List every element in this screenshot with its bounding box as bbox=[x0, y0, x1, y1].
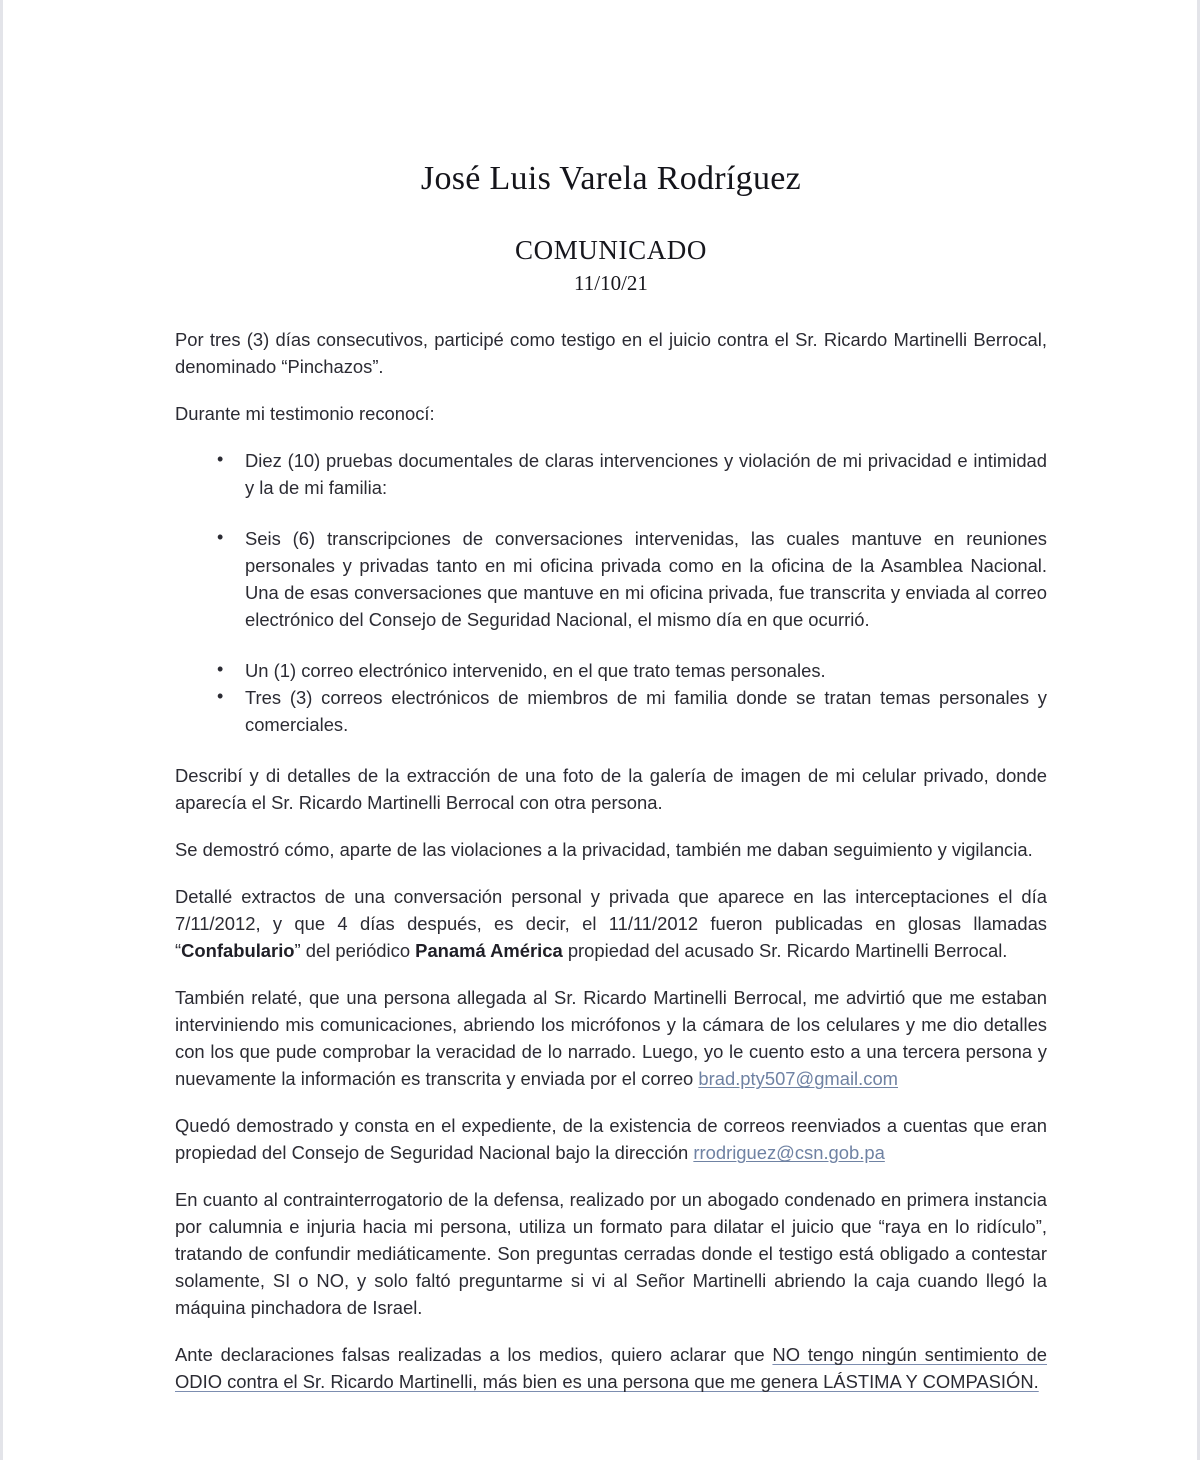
excerpts-text-part-2: ” del periódico bbox=[294, 940, 416, 962]
list-item: • Un (1) correo electrónico intervenido, en el que trato temas personales. bbox=[175, 657, 1047, 684]
paragraph-surveillance: Se demostró cómo, aparte de las violaciones a la privacidad, también me daban seguimiento y vigilancia. bbox=[175, 839, 1033, 861]
forwarded-text: Quedó demostrado y consta en el expediente, de la existencia de correos reenviados a cuentas que eran propiedad del Consejo de Seguridad Nacional bajo la dirección bbox=[175, 1115, 1047, 1164]
closing-text-plain: Ante declaraciones falsas realizadas a los medios, quiero aclarar que bbox=[175, 1344, 773, 1366]
email-link-brad[interactable]: brad.pty507@gmail.com bbox=[698, 1068, 898, 1090]
excerpts-text-part-3: propiedad del acusado Sr. Ricardo Martinelli Berrocal. bbox=[562, 940, 1008, 962]
paragraph-cross-examination: En cuanto al contrainterrogatorio de la defensa, realizado por un abogado condenado en primera instancia por calumnia e injuria hacia mi persona, utiliza un formato para dilatar el juicio que “raya en lo ridículo”, tratando de confundir mediáticamente. Son preguntas cerradas donde el testigo está obligado a contestar solamente, SI o NO, y solo faltó preguntarme si vi al Señor Martinelli abriendo la caja cuando llegó la máquina pinchadora de Israel. bbox=[175, 1189, 1047, 1319]
warning-text: También relaté, que una persona allegada al Sr. Ricardo Martinelli Berrocal, me advirtió que me estaban interviniendo mis comunicaciones, abriendo los micrófonos y la cámara de los celulares y me dio detalles con los que pude comprobar la veracidad de lo narrado. Luego, yo le cuento esto a una tercera persona y nuevamente la información es transcrita y enviada por el correo bbox=[175, 987, 1047, 1090]
closing-text-emphasized: NO tengo ningún sentimiento de ODIO contra el Sr. Ricardo Martinelli, más bien es una persona que me genera LÁSTIMA Y COMPASIÓN. bbox=[175, 1344, 1047, 1393]
list-item: • Diez (10) pruebas documentales de claras intervenciones y violación de mi privacidad e intimidad y la de mi familia: bbox=[175, 447, 1047, 501]
paragraph-closing bbox=[175, 1341, 1047, 1395]
paragraph-lead-in: Durante mi testimonio reconocí: bbox=[175, 403, 435, 425]
document-body bbox=[175, 296, 1047, 1395]
email-link-rrodriguez[interactable]: rrodriguez@csn.gob.pa bbox=[693, 1142, 885, 1164]
paragraph-photo-extraction: Describí y di detalles de la extracción de una foto de la galería de imagen de mi celular privado, donde aparecía el Sr. Ricardo Martinelli Berrocal con otra persona. bbox=[175, 765, 1047, 814]
evidence-list bbox=[175, 447, 1047, 738]
publication-name-panama-america: Panamá América bbox=[415, 940, 563, 962]
paragraph-excerpts bbox=[175, 883, 1047, 964]
paragraph-intro: Por tres (3) días consecutivos, participé como testigo en el juicio contra el Sr. Ricardo Martinelli Berrocal, denominado “Pinchazos”. bbox=[175, 329, 1047, 378]
page-title: José Luis Varela Rodríguez bbox=[420, 160, 802, 197]
list-item: • Tres (3) correos electrónicos de miembros de mi familia donde se tratan temas personales y comerciales. bbox=[175, 684, 1047, 738]
section-spacer bbox=[175, 738, 1047, 744]
excerpts-text-part-1: Detallé extractos de una conversación personal y privada que aparece en las interceptaciones el día 7/11/2012, y que 4 días después, es decir, el 11/11/2012 fueron publicadas en glosas llamadas “ bbox=[175, 886, 1047, 962]
document-subtitle: COMUNICADO bbox=[514, 235, 707, 266]
list-item: • Seis (6) transcripciones de conversaciones intervenidas, las cuales mantuve en reuniones personales y privadas tanto en mi oficina privada como en la oficina de la Asamblea Nacional. Una de esas conversaciones que mantuve en mi oficina privada, fue transcrita y enviada al correo electrónico del Consejo de Seguridad Nacional, el mismo día en que ocurrió. bbox=[175, 525, 1047, 633]
paragraph-forwarded-emails bbox=[175, 1112, 1047, 1166]
document-content bbox=[175, 0, 1047, 1415]
document-date: 11/10/21 bbox=[574, 271, 648, 296]
paragraph-warning bbox=[175, 984, 1047, 1092]
publication-name-confabulario: Confabulario bbox=[181, 940, 295, 962]
